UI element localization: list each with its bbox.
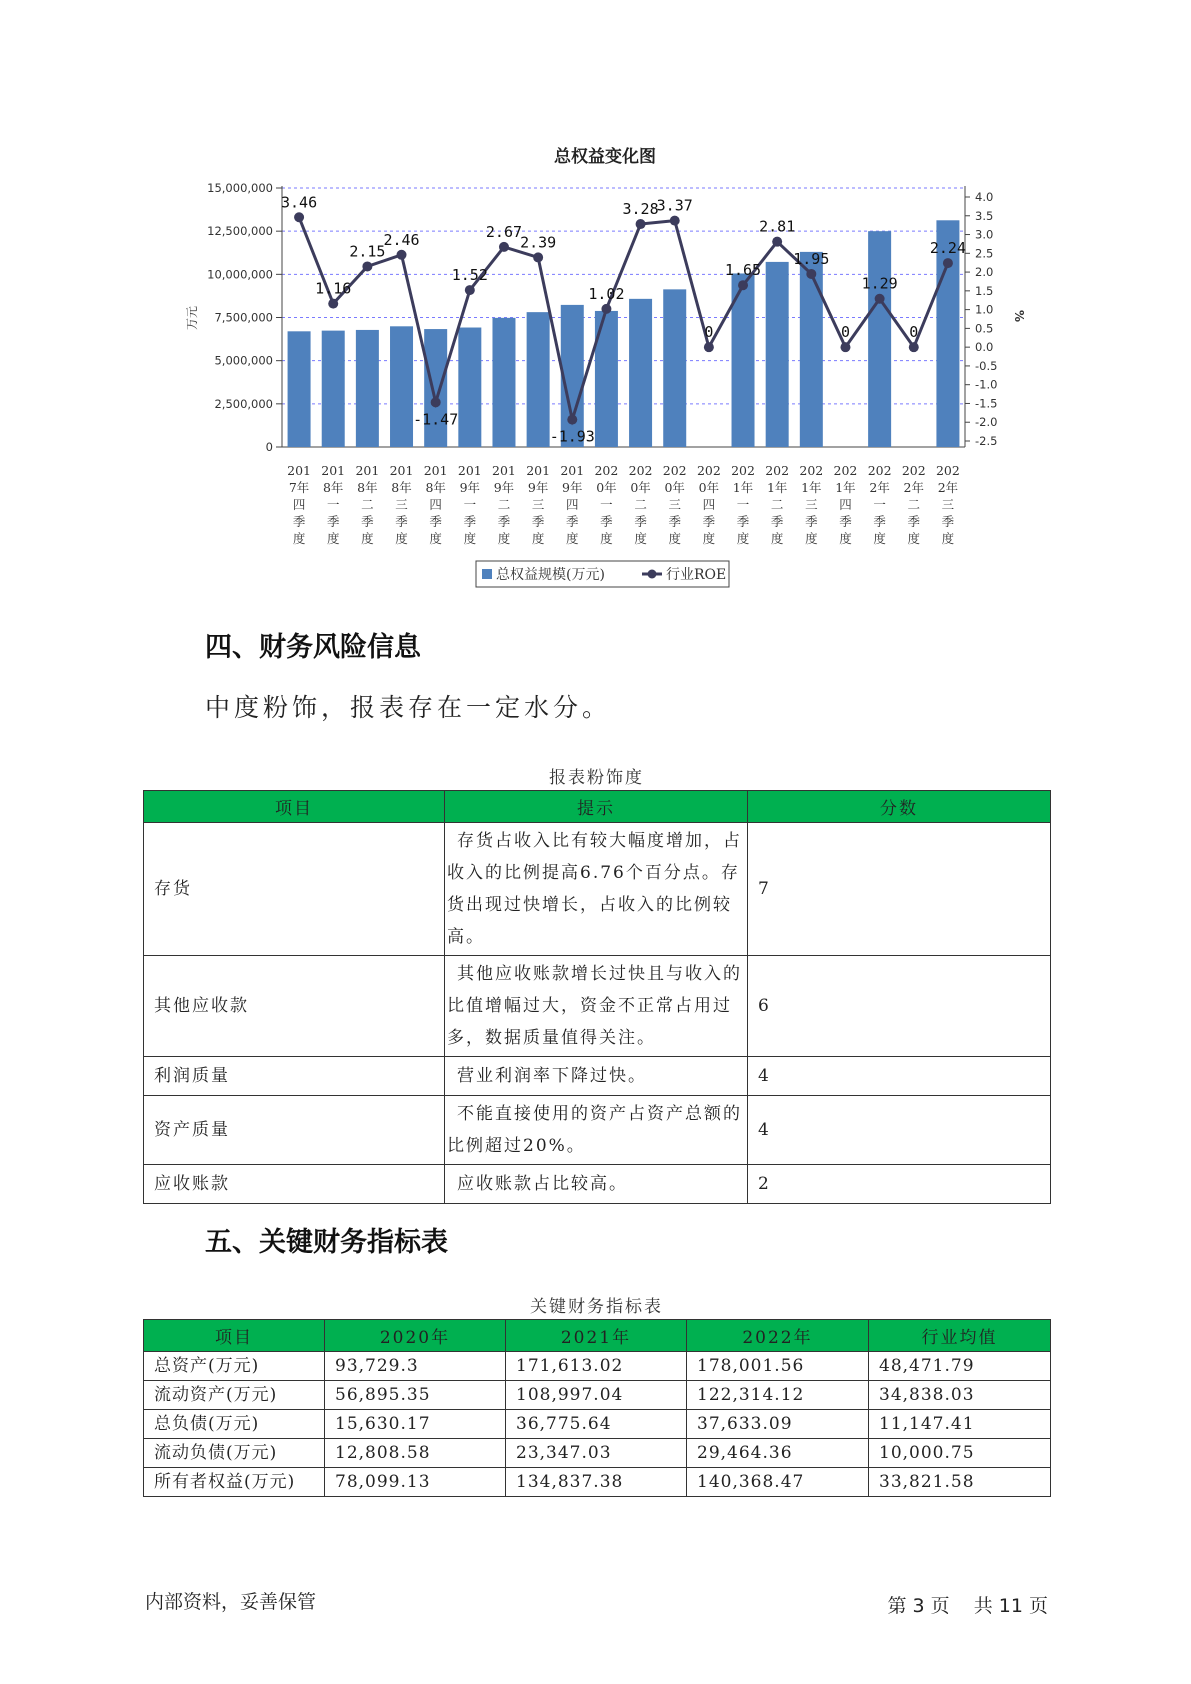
roe-data-label: 0 xyxy=(840,323,850,342)
category-label: 202 1年二季度 xyxy=(765,463,790,546)
category-label: 202 1年四季度 xyxy=(833,463,858,546)
roe-data-label: 3.28 xyxy=(622,200,659,219)
roe-point xyxy=(499,242,509,252)
roe-point xyxy=(772,237,782,247)
roe-data-label: 1.29 xyxy=(861,274,898,293)
fin-cell: 29,464.36 xyxy=(687,1439,869,1468)
bar-total-equity xyxy=(629,299,652,447)
bar-total-equity xyxy=(868,231,891,447)
left-tick-label: 2,500,000 xyxy=(214,396,273,411)
roe-data-label: 2.24 xyxy=(929,239,966,258)
risk-hint: 营业利润率下降过快。 xyxy=(445,1057,748,1096)
category-label: 201 9年四季度 xyxy=(560,463,585,546)
legend-swatch-bar xyxy=(482,569,492,579)
roe-data-label: 2.81 xyxy=(759,217,796,236)
fin-header-2022: 2022年 xyxy=(687,1320,869,1352)
page-unit: 页 xyxy=(930,1595,950,1617)
roe-point xyxy=(738,280,748,290)
risk-score: 4 xyxy=(748,1096,1051,1165)
roe-data-label: 1.65 xyxy=(724,261,762,280)
risk-score: 6 xyxy=(748,956,1051,1057)
category-label: 201 8年四季度 xyxy=(423,463,448,546)
fin-cell: 12,808.58 xyxy=(325,1439,506,1468)
bar-total-equity xyxy=(663,289,686,447)
risk-item: 其他应收款 xyxy=(144,956,445,1057)
category-label: 201 9年三季度 xyxy=(526,463,551,546)
right-tick-label: -0.5 xyxy=(975,358,998,373)
roe-point xyxy=(601,304,611,314)
risk-item: 资产质量 xyxy=(144,1096,445,1165)
left-tick-label: 15,000,000 xyxy=(207,181,273,195)
equity-chart xyxy=(0,0,1191,600)
table-row xyxy=(144,956,1051,1057)
risk-summary-text: 中度粉饰，报表存在一定水分。 xyxy=(205,693,612,722)
roe-point xyxy=(636,219,646,229)
roe-point xyxy=(875,294,885,304)
fin-cell: 37,633.09 xyxy=(687,1410,869,1439)
fin-cell: 178,001.56 xyxy=(687,1352,869,1381)
roe-point xyxy=(465,285,475,295)
risk-hint: 其他应收账款增长过快且与收入的比值增幅过大，资金不正常占用过多，数据质量值得关注。 xyxy=(445,956,748,1057)
left-tick-label: 7,500,000 xyxy=(214,310,273,325)
bar-total-equity xyxy=(766,262,789,447)
risk-hint: 存货占收入比有较大幅度增加，占收入的比例提高6.76个百分点。存货出现过快增长，占收入的比例较高。 xyxy=(445,823,748,956)
roe-data-label: -1.93 xyxy=(549,427,595,446)
chart-title: 总权益变化图 xyxy=(554,147,656,167)
category-label: 202 2年一季度 xyxy=(867,463,892,546)
right-tick-label: 4.0 xyxy=(975,190,994,204)
section-heading-financial-risk: 四、财务风险信息 xyxy=(205,632,421,663)
roe-data-label: 0 xyxy=(909,323,919,342)
left-tick-label: 12,500,000 xyxy=(207,224,273,239)
roe-data-label: 1.02 xyxy=(588,284,625,303)
right-tick-label: -2.5 xyxy=(975,434,998,448)
category-label: 201 8年三季度 xyxy=(389,463,414,546)
right-tick-label: 0.5 xyxy=(975,321,994,336)
equity-chart-svg xyxy=(0,0,1191,600)
bar-total-equity xyxy=(356,330,379,447)
roe-point xyxy=(567,415,577,425)
legend-swatch-point xyxy=(648,570,657,579)
risk-header-score: 分数 xyxy=(748,791,1051,823)
total-prefix: 共 xyxy=(973,1595,993,1617)
risk-score: 2 xyxy=(748,1165,1051,1204)
fin-cell: 122,314.12 xyxy=(687,1381,869,1410)
left-tick-label: 5,000,000 xyxy=(214,353,273,368)
fin-cell: 48,471.79 xyxy=(869,1352,1051,1381)
bar-total-equity xyxy=(424,329,447,447)
fin-table xyxy=(143,1319,1051,1497)
roe-data-label: 1.16 xyxy=(315,279,352,298)
fin-table-caption: 关键财务指标表 xyxy=(530,1297,663,1317)
risk-hint: 不能直接使用的资产占资产总额的比例超过20%。 xyxy=(445,1096,748,1165)
roe-point xyxy=(943,258,953,268)
roe-data-label: 3.46 xyxy=(281,193,318,212)
right-tick-label: 1.5 xyxy=(975,283,994,298)
risk-header-hint: 提示 xyxy=(445,791,748,823)
footer-confidential-note: 内部资料，妥善保管 xyxy=(145,1591,317,1613)
category-label: 202 0年二季度 xyxy=(628,463,653,546)
right-tick-label: 2.5 xyxy=(975,246,994,261)
risk-score: 7 xyxy=(748,823,1051,956)
right-tick-label: -2.0 xyxy=(975,415,998,430)
risk-table xyxy=(143,790,1051,1204)
bar-total-equity xyxy=(458,328,481,447)
left-tick-label: 10,000,000 xyxy=(207,267,273,282)
roe-point xyxy=(294,212,304,222)
fin-cell: 93,729.3 xyxy=(325,1352,506,1381)
fin-cell: 总资产(万元) xyxy=(144,1352,325,1381)
fin-cell: 78,099.13 xyxy=(325,1468,506,1497)
roe-point xyxy=(533,252,543,262)
category-label: 202 1年一季度 xyxy=(731,463,755,546)
right-tick-label: -1.5 xyxy=(975,396,998,411)
roe-data-label: 1.52 xyxy=(451,266,488,285)
page-num: 3 xyxy=(912,1595,925,1617)
fin-cell: 56,895.35 xyxy=(325,1381,506,1410)
roe-data-label: -1.47 xyxy=(413,410,459,429)
roe-data-label: 3.37 xyxy=(656,196,693,215)
fin-header-industry-avg: 行业均值 xyxy=(869,1320,1051,1352)
table-row xyxy=(144,1468,1051,1497)
page-prefix: 第 xyxy=(887,1595,907,1617)
roe-data-label: 1.95 xyxy=(793,249,830,268)
category-label: 202 2年三季度 xyxy=(935,463,960,546)
right-tick-label: 1.0 xyxy=(975,302,994,317)
roe-point xyxy=(840,342,850,352)
bar-total-equity xyxy=(800,252,823,447)
fin-cell: 流动负债(万元) xyxy=(144,1439,325,1468)
risk-table-header-row xyxy=(144,791,1051,823)
table-row xyxy=(144,823,1051,956)
table-row xyxy=(144,1057,1051,1096)
total-num: 11 xyxy=(998,1595,1023,1617)
roe-point xyxy=(806,269,816,279)
right-tick-label: 2.0 xyxy=(975,265,994,280)
category-label: 201 8年二季度 xyxy=(355,463,380,546)
roe-point xyxy=(704,342,714,352)
fin-cell: 总负债(万元) xyxy=(144,1410,325,1439)
roe-data-label: 2.46 xyxy=(383,230,420,249)
table-row xyxy=(144,1165,1051,1204)
right-tick-label: 0.0 xyxy=(975,340,994,355)
risk-header-item: 项目 xyxy=(144,791,445,823)
roe-point xyxy=(362,261,372,271)
right-tick-label: -1.0 xyxy=(975,377,998,392)
table-row xyxy=(144,1410,1051,1439)
table-row xyxy=(144,1352,1051,1381)
table-row xyxy=(144,1381,1051,1410)
legend-label-line: 行业ROE xyxy=(666,567,727,583)
category-label: 202 1年三季度 xyxy=(799,463,824,546)
fin-header-2021: 2021年 xyxy=(506,1320,687,1352)
fin-table-header-row xyxy=(144,1320,1051,1352)
legend-label-bar: 总权益规模(万元) xyxy=(496,567,605,583)
right-axis-title: % xyxy=(1012,309,1026,323)
risk-item: 存货 xyxy=(144,823,445,956)
roe-data-label: 2.15 xyxy=(349,242,386,261)
fin-cell: 171,613.02 xyxy=(506,1352,687,1381)
left-axis-title: 万元 xyxy=(185,305,199,331)
category-label: 201 7年四季度 xyxy=(287,463,312,546)
fin-cell: 33,821.58 xyxy=(869,1468,1051,1497)
roe-data-label: 2.39 xyxy=(520,233,557,252)
risk-hint: 应收账款占比较高。 xyxy=(445,1165,748,1204)
fin-cell: 流动资产(万元) xyxy=(144,1381,325,1410)
fin-cell: 23,347.03 xyxy=(506,1439,687,1468)
roe-point xyxy=(431,397,441,407)
total-unit: 页 xyxy=(1028,1595,1048,1617)
fin-cell: 15,630.17 xyxy=(325,1410,506,1439)
roe-point xyxy=(909,342,919,352)
fin-cell: 10,000.75 xyxy=(869,1439,1051,1468)
roe-data-label: 2.67 xyxy=(485,222,523,241)
roe-point xyxy=(328,299,338,309)
risk-table-caption: 报表粉饰度 xyxy=(549,768,644,788)
category-label: 202 0年一季度 xyxy=(594,463,619,546)
right-tick-label: 3.0 xyxy=(975,227,994,242)
fin-cell: 140,368.47 xyxy=(687,1468,869,1497)
table-row xyxy=(144,1439,1051,1468)
risk-score: 4 xyxy=(748,1057,1051,1096)
category-label: 202 0年三季度 xyxy=(662,463,687,546)
bar-total-equity xyxy=(527,312,550,447)
bar-total-equity xyxy=(390,326,413,447)
fin-cell: 134,837.38 xyxy=(506,1468,687,1497)
category-label: 201 9年二季度 xyxy=(492,463,516,546)
fin-cell: 36,775.64 xyxy=(506,1410,687,1439)
fin-cell: 11,147.41 xyxy=(869,1410,1051,1439)
fin-header-item: 项目 xyxy=(144,1320,325,1352)
right-tick-label: 3.5 xyxy=(975,208,994,223)
table-row xyxy=(144,1096,1051,1165)
roe-data-label: 0 xyxy=(704,323,714,342)
category-label: 201 8年一季度 xyxy=(321,463,346,546)
risk-item: 利润质量 xyxy=(144,1057,445,1096)
risk-item: 应收账款 xyxy=(144,1165,445,1204)
category-label: 202 0年四季度 xyxy=(696,463,721,546)
fin-cell: 所有者权益(万元) xyxy=(144,1468,325,1497)
bar-total-equity xyxy=(322,331,345,447)
fin-cell: 34,838.03 xyxy=(869,1381,1051,1410)
section-heading-key-financial-indicators: 五、关键财务指标表 xyxy=(205,1227,448,1258)
fin-header-2020: 2020年 xyxy=(325,1320,506,1352)
category-label: 201 9年一季度 xyxy=(457,463,482,546)
category-label: 202 2年二季度 xyxy=(901,463,926,546)
bar-total-equity xyxy=(492,318,515,447)
roe-point xyxy=(670,216,680,226)
fin-cell: 108,997.04 xyxy=(506,1381,687,1410)
footer-page-number xyxy=(885,1591,1051,1618)
bar-total-equity xyxy=(288,331,311,447)
left-tick-label: 0 xyxy=(265,440,273,454)
roe-point xyxy=(397,250,407,260)
